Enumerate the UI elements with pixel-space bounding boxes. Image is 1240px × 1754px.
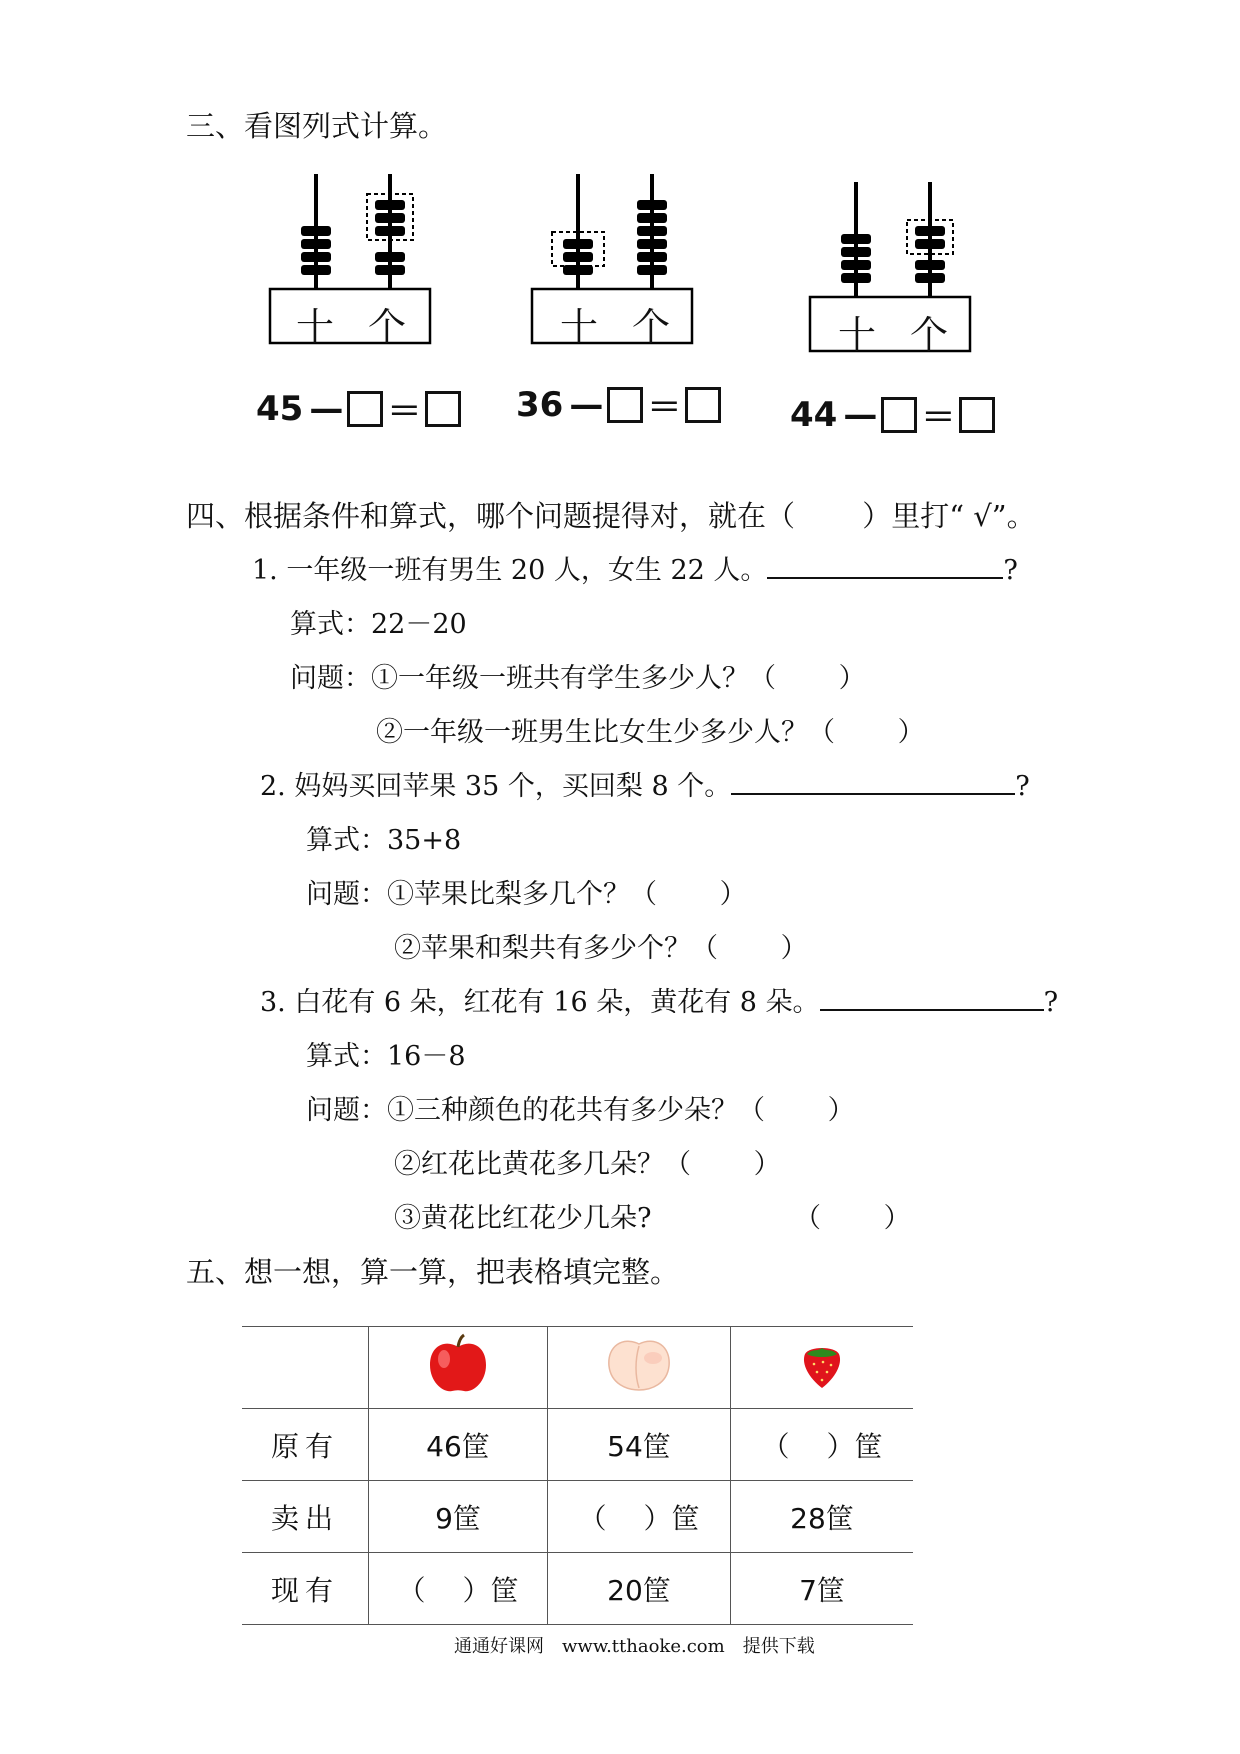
q3-answer-blank[interactable]	[820, 981, 1044, 1011]
abacus-1-ones-label: 个	[368, 305, 407, 349]
q2-formula: 算式：35+8	[306, 825, 462, 856]
table-cell: 20筐	[548, 1553, 731, 1625]
apple-header	[369, 1327, 548, 1409]
q2-question-mark: ?	[1015, 771, 1030, 802]
row-label: 卖出	[242, 1481, 369, 1553]
q1-formula: 算式：22－20	[290, 609, 467, 640]
minus-sign: —	[843, 394, 878, 435]
q2-stem-text: 2. 妈妈买回苹果 35 个，买回梨 8 个。	[260, 771, 732, 802]
table-cell-blank[interactable]: （ ）筐	[731, 1409, 914, 1481]
q2-answer-blank[interactable]	[731, 765, 1015, 795]
abacus-3-ones-label: 个	[910, 313, 949, 357]
equation-3-number: 44	[790, 394, 838, 435]
abacus-2	[530, 172, 700, 346]
answer-box[interactable]	[685, 387, 721, 423]
table-cell-blank[interactable]: （ ）筐	[548, 1481, 731, 1553]
equation-3	[790, 390, 995, 439]
table-row	[242, 1409, 913, 1481]
abacus-1-tens-label: 十	[296, 305, 335, 349]
peach-header	[548, 1327, 731, 1409]
row-label: 原有	[242, 1409, 369, 1481]
abacus-2-tens-label: 十	[560, 305, 599, 349]
row-label: 现有	[242, 1553, 369, 1625]
abacus-3	[808, 180, 978, 354]
q2-stem	[260, 764, 1030, 803]
q3-option-3[interactable]: ③黄花比红花少几朵?	[394, 1203, 652, 1234]
answer-box[interactable]	[881, 397, 917, 433]
equation-2-number: 36	[516, 384, 564, 425]
abacus-1	[268, 172, 438, 346]
strawberry-header	[731, 1327, 914, 1409]
section3-title: 三、看图列式计算。	[186, 109, 448, 143]
table-corner-cell	[242, 1327, 369, 1409]
equals-sign: ＝	[647, 388, 682, 428]
abacus-2-ones-label: 个	[632, 305, 671, 349]
table-cell-blank[interactable]: （ ）筐	[369, 1553, 548, 1625]
section4-title: 四、根据条件和算式，哪个问题提得对，就在（ ）里打“ √”。	[186, 499, 1036, 533]
equals-sign: ＝	[387, 392, 422, 432]
peach-icon	[603, 1336, 675, 1392]
table-cell: 46筐	[369, 1409, 548, 1481]
q1-answer-blank[interactable]	[767, 549, 1003, 579]
answer-box[interactable]	[425, 391, 461, 427]
table-row	[242, 1481, 913, 1553]
table-cell: 7筐	[731, 1553, 914, 1625]
q3-formula: 算式：16－8	[306, 1041, 466, 1072]
minus-sign: —	[569, 384, 604, 425]
q2-option-2[interactable]: ②苹果和梨共有多少个？（ ）	[394, 933, 808, 964]
strawberry-icon	[799, 1338, 845, 1390]
q1-stem	[252, 548, 1018, 587]
equation-1	[256, 384, 461, 433]
equation-1-number: 45	[256, 388, 304, 429]
table-cell: 28筐	[731, 1481, 914, 1553]
q3-stem	[260, 980, 1058, 1019]
equation-2	[516, 380, 721, 429]
q1-option-1[interactable]: 问题：①一年级一班共有学生多少人？（ ）	[290, 663, 866, 694]
footer-text: 通通好课网 www.tthaoke.com 提供下载	[454, 1636, 815, 1657]
q3-option-2[interactable]: ②红花比黄花多几朵？（ ）	[394, 1149, 781, 1180]
table-cell: 54筐	[548, 1409, 731, 1481]
q3-option-1[interactable]: 问题：①三种颜色的花共有多少朵？（ ）	[306, 1095, 855, 1126]
minus-sign: —	[309, 388, 344, 429]
table-row	[242, 1553, 913, 1625]
section5-title: 五、想一想，算一算，把表格填完整。	[186, 1255, 680, 1289]
q3-question-mark: ?	[1043, 987, 1059, 1018]
q1-option-2[interactable]: ②一年级一班男生比女生少多少人？（ ）	[376, 717, 925, 748]
q3-stem-text: 3. 白花有 6 朵，红花有 16 朵，黄花有 8 朵。	[260, 987, 820, 1018]
answer-box[interactable]	[959, 397, 995, 433]
q1-stem-text: 1. 一年级一班有男生 20 人，女生 22 人。	[252, 555, 768, 586]
q3-option-3-paren[interactable]: （ ）	[794, 1203, 911, 1234]
answer-box[interactable]	[607, 387, 643, 423]
q2-option-1[interactable]: 问题：①苹果比梨多几个？（ ）	[306, 879, 747, 910]
apple-icon	[426, 1333, 490, 1395]
answer-box[interactable]	[347, 391, 383, 427]
fruit-table	[242, 1326, 913, 1625]
equals-sign: ＝	[921, 398, 956, 438]
q1-question-mark: ?	[1003, 555, 1018, 586]
table-cell: 9筐	[369, 1481, 548, 1553]
abacus-3-tens-label: 十	[838, 313, 877, 357]
